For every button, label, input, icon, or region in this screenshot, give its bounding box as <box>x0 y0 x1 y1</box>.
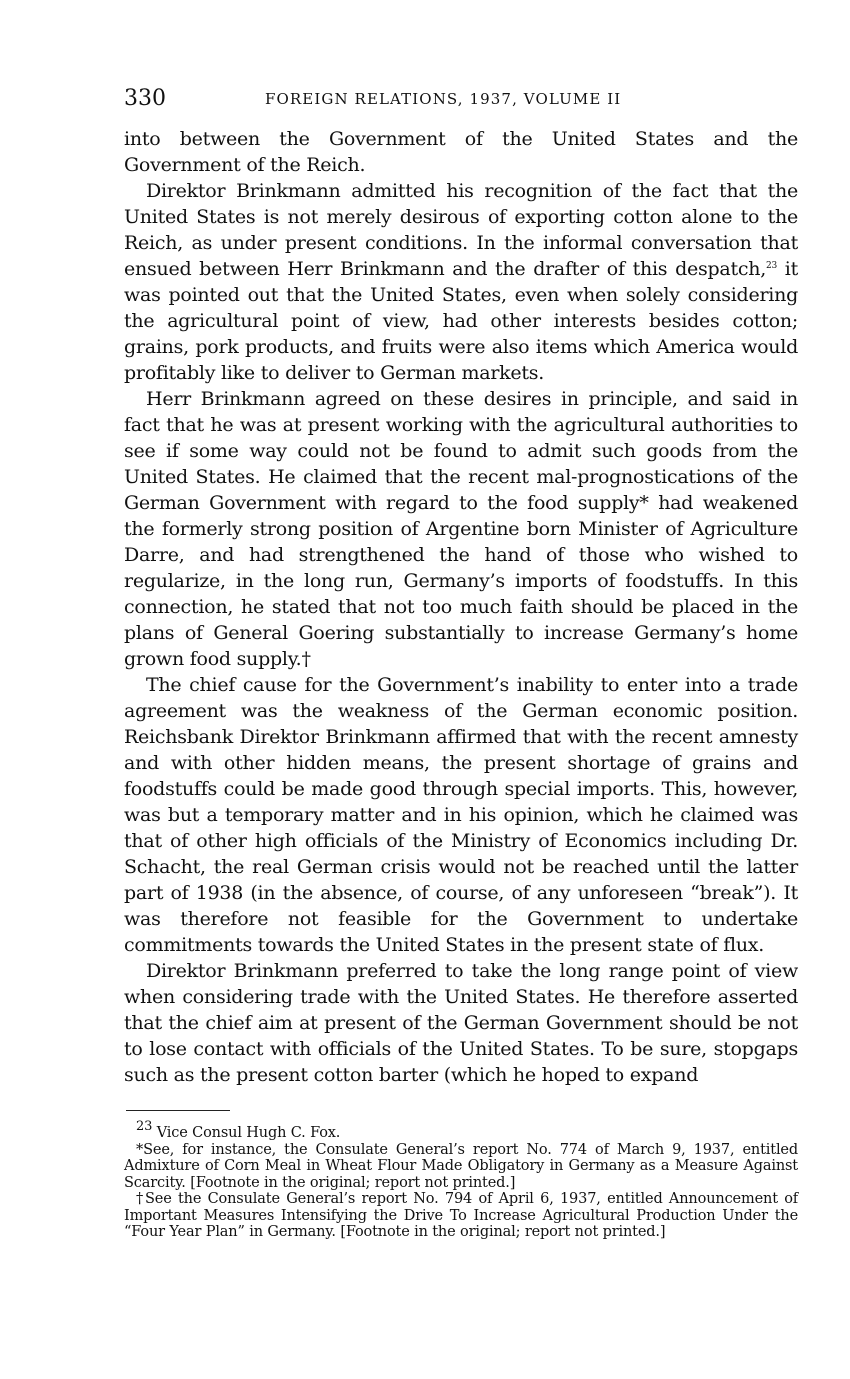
footnote-text: See the Consulate General’s report No. 794 of April 6, 1937, entitled Announcement of Important Measures Intensifying the Drive To Increase Agricultural Production Under the “Four Year Plan” in Germany. [Footnote in the original; report not printed.] <box>124 1191 799 1240</box>
document-page <box>124 84 798 1241</box>
footnote-reference: 23 <box>766 261 777 271</box>
paragraph-continuation <box>124 126 798 178</box>
footnote-text: See, for instance, the Consulate General’s report No. 774 of March 9, 1937, entitled Admixture of Corn Meal in Wheat Flour Made Obligatory in Germany as a Measure Against Scarcity. [Footnote in the original; report not printed.] <box>124 1141 798 1191</box>
footnote-mark: † <box>136 1191 145 1207</box>
paragraph-brinkmann-recognition <box>124 178 798 386</box>
paragraph-text: into between the Government of the United States and the Government of the Reich. <box>124 128 798 176</box>
footnote-star <box>124 1142 798 1192</box>
footnote-reference-dagger: † <box>301 648 311 670</box>
body-text <box>124 126 798 1088</box>
footnote-divider <box>126 1110 230 1111</box>
footnote-23 <box>124 1119 798 1142</box>
footnotes <box>124 1119 799 1241</box>
running-title: FOREIGN RELATIONS, 1937, VOLUME II <box>265 90 622 108</box>
paragraph-text: Direktor Brinkmann preferred to take the long range point of view when considering trade with the United States. He therefore asserted that the chief aim at present of the German Government should be not to lose contact with officials of the United States. To be sure, stopgaps such as the present cotton barter (which he hoped to expand <box>124 960 798 1086</box>
page-number: 330 <box>124 86 166 111</box>
paragraph-chief-cause <box>124 672 798 958</box>
paragraph-brinkmann-agreed <box>124 386 798 672</box>
footnote-text: Vice Consul Hugh C. Fox. <box>152 1125 341 1141</box>
footnote-mark: 23 <box>136 1119 153 1134</box>
paragraph-text: had weakened the formerly strong position of Argentine born Minister of Agriculture Darre, and had strengthened the hand of those who wished to regularize, in the long run, Germany’s imports of foodstuffs. In this connection, he stated that not too much faith should be placed in the plans of General Goering substantially to increase Germany’s home grown food supply. <box>124 492 798 670</box>
paragraph-long-range-view <box>124 958 798 1088</box>
footnote-reference-star: * <box>639 492 649 514</box>
paragraph-text: it was pointed out that the United States, even when solely considering the agricultural point of view, had other interests besides cotton; grains, pork products, and fruits were also items which America would profitably like to deliver to German markets. <box>124 258 798 384</box>
paragraph-text: The chief cause for the Government’s inability to enter into a trade agreement was the weakness of the German economic position. Reichsbank Direktor Brinkmann affirmed that with the recent amnesty and with other hidden means, the present shortage of grains and foodstuffs could be made good through special imports. This, however, was but a temporary matter and in his opinion, which he claimed was that of other high officials of the Ministry of Economics including Dr. Schacht, the real German crisis would not be reached until the latter part of 1938 (in the absence, of course, of any unforeseen “break”). It was therefore not feasible for the Government to undertake commitments towards the United States in the present state of flux. <box>124 674 798 956</box>
footnote-dagger <box>124 1191 798 1241</box>
footnote-mark: * <box>136 1141 144 1158</box>
page-header <box>124 84 798 114</box>
paragraph-text: Direktor Brinkmann admitted his recognition of the fact that the United States is not merely desirous of exporting cotton alone to the Reich, as under present conditions. In the informal conversation that ensued between Herr Brinkmann and the drafter of this despatch, <box>124 180 798 280</box>
paragraph-text: Herr Brinkmann agreed on these desires in principle, and said in fact that he was at present working with the agricultural authorities to see if some way could not be found to admit such goods from the United States. He claimed that the recent mal-prognostications of the German Government with regard to the food supply <box>124 388 798 514</box>
